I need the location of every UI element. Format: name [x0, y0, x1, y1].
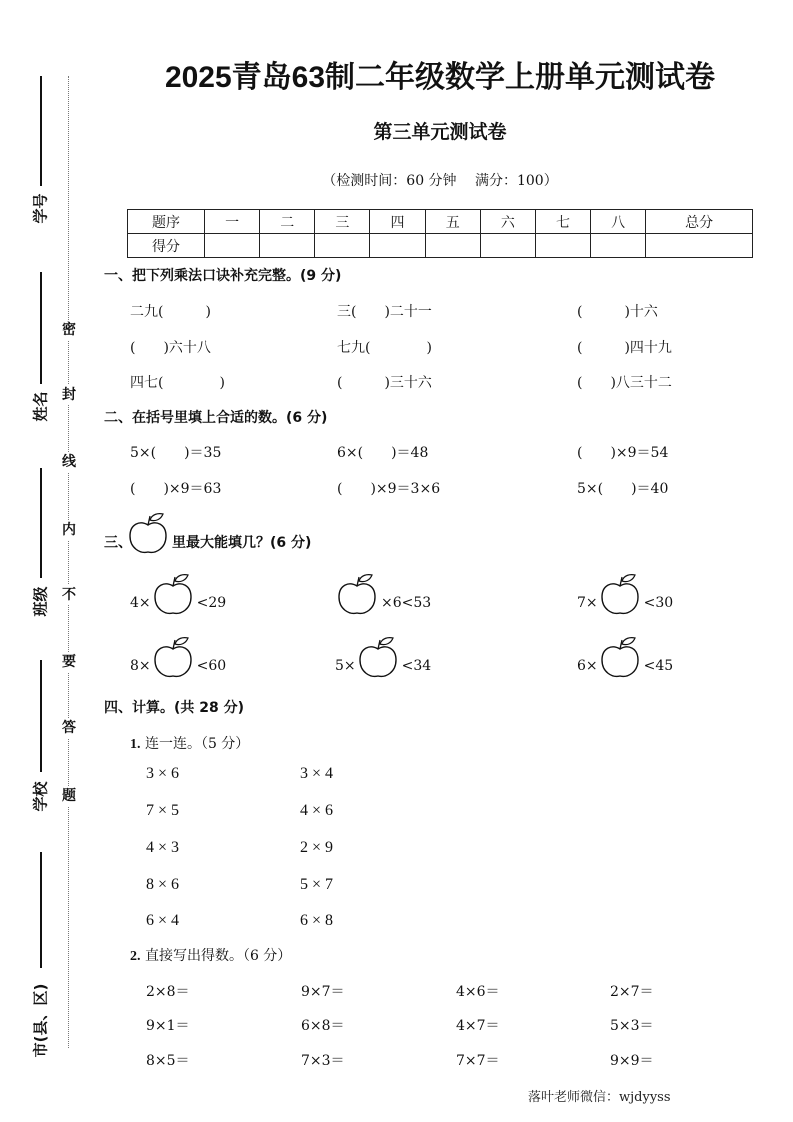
expr-after: <30 [643, 595, 674, 611]
part-1-number: 1. [130, 737, 141, 752]
seal-char: 题 [58, 786, 80, 806]
footer-contact: 落叶老师微信：wjdyyss [528, 1090, 671, 1105]
blank-line-district [40, 852, 42, 968]
expr-before: 6× [577, 658, 598, 674]
expr-before: 7× [577, 595, 598, 611]
score-cell[interactable] [205, 234, 260, 258]
score-cell[interactable] [315, 234, 370, 258]
match-right-item[interactable]: 6 × 8 [300, 912, 334, 929]
fill-item[interactable]: ( )×9＝3×6 [337, 481, 441, 497]
apple-expression[interactable] [335, 636, 431, 680]
field-label-district: 市(县、区) [30, 981, 51, 1061]
seal-char: 封 [58, 385, 80, 405]
match-right-item[interactable]: 4 × 6 [300, 802, 334, 819]
calc-item[interactable]: 9×9＝ [610, 1053, 654, 1069]
expr-after: <34 [401, 658, 432, 674]
section-3-heading-prefix: 三、 [104, 535, 132, 551]
fill-item[interactable]: 七九( ) [337, 340, 432, 356]
fill-item[interactable]: 6×( )＝48 [337, 445, 429, 461]
calc-item[interactable]: 9×7＝ [301, 984, 345, 1000]
calc-item[interactable]: 8×5＝ [146, 1053, 190, 1069]
blank-line-student-id [40, 76, 42, 186]
match-left-item[interactable]: 8 × 6 [146, 876, 180, 893]
expr-after: <60 [196, 658, 227, 674]
apple-icon[interactable] [598, 573, 644, 617]
expr-before: 5× [335, 658, 356, 674]
apple-expression[interactable] [130, 636, 226, 680]
blank-line-school [40, 660, 42, 772]
score-cell[interactable] [591, 234, 646, 258]
apple-expression[interactable] [577, 636, 673, 680]
section-2-heading: 二、在括号里填上合适的数。(6 分) [104, 410, 328, 426]
seal-line [68, 76, 69, 1048]
page-title: 2025青岛63制二年级数学上册单元测试卷 [164, 61, 716, 94]
field-label-school: 学校 [31, 781, 50, 812]
calc-item[interactable]: 7×3＝ [301, 1053, 345, 1069]
expr-after: <45 [643, 658, 674, 674]
score-table [127, 209, 753, 258]
blank-line-class [40, 468, 42, 578]
calc-item[interactable]: 7×7＝ [456, 1053, 500, 1069]
fill-item[interactable]: 5×( )＝35 [130, 445, 222, 461]
score-cell[interactable] [646, 234, 753, 258]
fill-item[interactable]: 四七( ) [130, 375, 225, 391]
apple-expression[interactable] [335, 573, 431, 617]
calc-item[interactable]: 2×7＝ [610, 984, 654, 1000]
exam-meta: （检测时间：60 分钟 满分：100） [322, 173, 558, 189]
field-label-name: 姓名 [31, 391, 50, 422]
score-cell[interactable] [370, 234, 425, 258]
seal-char: 密 [58, 320, 80, 340]
apple-icon[interactable] [598, 636, 644, 680]
match-right-item[interactable]: 2 × 9 [300, 839, 334, 856]
calc-item[interactable]: 4×6＝ [456, 984, 500, 1000]
seal-char: 要 [58, 652, 80, 672]
table-cell: 七 [535, 210, 590, 234]
score-cell[interactable] [480, 234, 535, 258]
score-cell[interactable] [535, 234, 590, 258]
calc-item[interactable]: 6×8＝ [301, 1018, 345, 1034]
section-4-heading: 四、计算。(共 28 分) [104, 700, 245, 716]
expr-after: ×6<53 [381, 595, 432, 611]
seal-char: 答 [58, 718, 80, 738]
blank-line-name [40, 272, 42, 384]
table-cell: 八 [591, 210, 646, 234]
fill-item[interactable]: 5×( )＝40 [577, 481, 669, 497]
part-2-number: 2. [130, 949, 141, 964]
score-cell[interactable] [425, 234, 480, 258]
table-cell: 六 [480, 210, 535, 234]
page-subtitle: 第三单元测试卷 [373, 121, 507, 143]
table-cell: 五 [425, 210, 480, 234]
table-cell: 总分 [646, 210, 753, 234]
table-cell: 一 [205, 210, 260, 234]
match-right-item[interactable]: 5 × 7 [300, 876, 334, 893]
apple-icon [126, 512, 172, 556]
seal-char: 不 [58, 585, 80, 605]
match-left-item[interactable]: 6 × 4 [146, 912, 180, 929]
expr-before: 4× [130, 595, 151, 611]
apple-expression[interactable] [130, 573, 226, 617]
apple-icon[interactable] [151, 573, 197, 617]
calc-item[interactable]: 4×7＝ [456, 1018, 500, 1034]
match-left-item[interactable]: 4 × 3 [146, 839, 180, 856]
calc-item[interactable]: 9×1＝ [146, 1018, 190, 1034]
apple-icon[interactable] [335, 573, 381, 617]
fill-item[interactable]: ( )六十八 [130, 340, 211, 356]
fill-item[interactable]: 二九( ) [130, 304, 211, 320]
table-cell: 得分 [128, 234, 205, 258]
table-cell: 三 [315, 210, 370, 234]
table-cell: 题序 [128, 210, 205, 234]
expr-before: 8× [130, 658, 151, 674]
fill-item[interactable]: ( )八三十二 [577, 375, 672, 391]
fill-item[interactable]: ( )十六 [577, 304, 658, 320]
table-cell: 四 [370, 210, 425, 234]
field-label-student-id: 学号 [31, 193, 50, 224]
section-3-heading-suffix: 里最大能填几？(6 分) [172, 535, 312, 551]
part-2-label: 直接写出得数。（6 分） [144, 948, 292, 964]
match-right-item[interactable]: 3 × 4 [300, 765, 334, 782]
apple-icon[interactable] [151, 636, 197, 680]
calc-item[interactable]: 2×8＝ [146, 984, 190, 1000]
section-3-heading [104, 512, 311, 556]
seal-char: 内 [58, 520, 80, 540]
apple-expression[interactable] [577, 573, 673, 617]
section-1-heading: 一、把下列乘法口诀补充完整。(9 分) [104, 268, 342, 284]
part-1-heading [130, 733, 249, 753]
fill-item[interactable]: ( )×9＝54 [577, 445, 669, 461]
calc-item[interactable]: 5×3＝ [610, 1018, 654, 1034]
score-cell[interactable] [260, 234, 315, 258]
fill-item[interactable]: 三( )二十一 [337, 304, 432, 320]
fill-item[interactable]: ( )×9＝63 [130, 481, 222, 497]
score-table-score-row [128, 234, 753, 258]
seal-char: 线 [58, 452, 80, 472]
score-table-header-row [128, 210, 753, 234]
match-left-item[interactable]: 7 × 5 [146, 802, 180, 819]
part-2-heading [130, 945, 291, 965]
table-cell: 二 [260, 210, 315, 234]
expr-after: <29 [196, 595, 227, 611]
field-label-class: 班级 [31, 586, 50, 617]
part-1-label: 连一连。（5 分） [144, 736, 250, 752]
fill-item[interactable]: ( )四十九 [577, 340, 672, 356]
fill-item[interactable]: ( )三十六 [337, 375, 432, 391]
match-left-item[interactable]: 3 × 6 [146, 765, 180, 782]
apple-icon[interactable] [356, 636, 402, 680]
